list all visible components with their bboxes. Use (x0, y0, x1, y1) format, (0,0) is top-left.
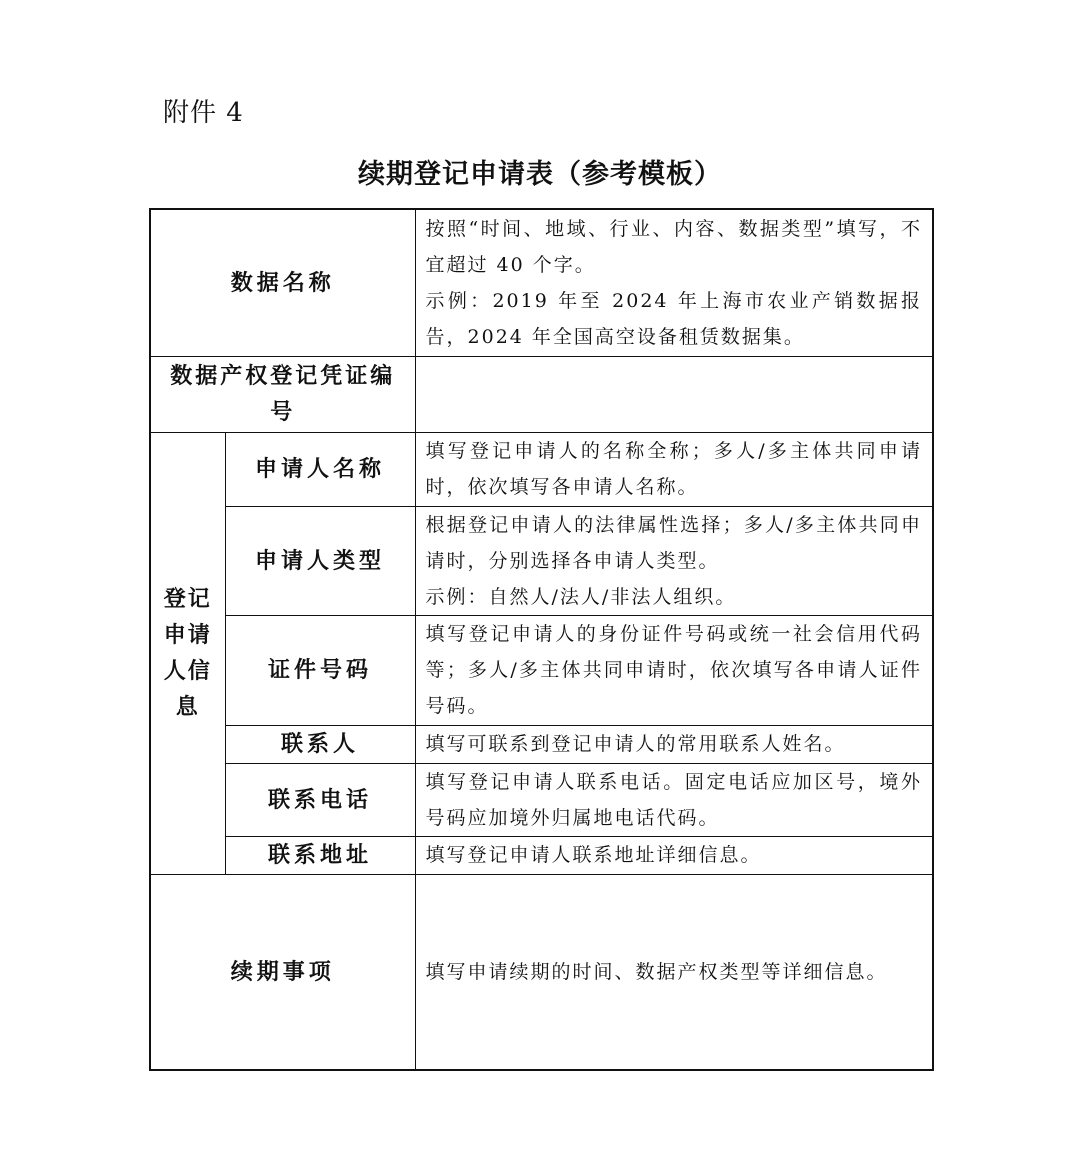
applicant-type-example: 示例：自然人/法人/非法人组织。 (425, 585, 737, 608)
renewal-application-form (149, 208, 934, 1071)
certificate-number-label: 数据产权登记凭证编号 (170, 363, 396, 425)
document-title: 续期登记申请表（参考模板） (358, 159, 722, 190)
attachment-label: 附件 4 (163, 98, 244, 128)
renewal-matters-label: 续期事项 (150, 874, 415, 1070)
id-number-field[interactable] (415, 615, 933, 725)
row-applicant-type (150, 506, 933, 615)
applicant-name-field[interactable] (415, 432, 933, 506)
contact-person-label: 联系人 (225, 725, 415, 763)
data-name-label: 数据名称 (150, 209, 415, 356)
contact-address-instruction: 填写登记申请人联系地址详细信息。 (425, 844, 762, 866)
applicant-type-label: 申请人类型 (225, 506, 415, 615)
contact-address-label: 联系地址 (225, 836, 415, 874)
contact-phone-instruction: 填写登记申请人联系电话。固定电话应加区号，境外号码应加境外归属地电话代码。 (425, 770, 923, 829)
data-name-instruction: 按照“时间、地域、行业、内容、数据类型”填写，不宜超过 40 个字。 (425, 217, 923, 276)
contact-person-instruction: 填写可联系到登记申请人的常用联系人姓名。 (425, 733, 846, 755)
certificate-number-label-cell (150, 356, 415, 432)
contact-phone-field[interactable] (415, 763, 933, 836)
row-contact-person (150, 725, 933, 763)
renewal-matters-field[interactable] (415, 874, 933, 1070)
applicant-type-instruction: 根据登记申请人的法律属性选择；多人/多主体共同申请时，分别选择各申请人类型。 (425, 513, 923, 572)
applicant-name-instruction: 填写登记申请人的名称全称；多人/多主体共同申请时，依次填写各申请人名称。 (425, 440, 923, 498)
contact-address-field[interactable] (415, 836, 933, 874)
contact-person-field[interactable] (415, 725, 933, 763)
row-data-name (150, 209, 933, 356)
row-applicant-name (150, 432, 933, 506)
applicant-type-field[interactable] (415, 506, 933, 615)
id-number-label: 证件号码 (225, 615, 415, 725)
row-certificate-number (150, 356, 933, 432)
data-name-field[interactable] (415, 209, 933, 356)
renewal-matters-instruction: 填写申请续期的时间、数据产权类型等详细信息。 (425, 960, 888, 983)
applicant-info-section-label-cell (150, 432, 225, 874)
row-id-number (150, 615, 933, 725)
id-number-instruction: 填写登记申请人的身份证件号码或统一社会信用代码等；多人/多主体共同申请时，依次填写各申请人证件号码。 (425, 623, 923, 717)
data-name-example: 示例：2019 年至 2024 年上海市农业产销数据报告，2024 年全国高空设备租赁数据集。 (425, 289, 923, 348)
row-contact-address (150, 836, 933, 874)
contact-phone-label: 联系电话 (225, 763, 415, 836)
applicant-name-label: 申请人名称 (225, 432, 415, 506)
row-renewal-matters (150, 874, 933, 1070)
applicant-info-section-label: 登记申请人信息 (163, 586, 212, 720)
row-contact-phone (150, 763, 933, 836)
certificate-number-field[interactable] (415, 356, 933, 432)
